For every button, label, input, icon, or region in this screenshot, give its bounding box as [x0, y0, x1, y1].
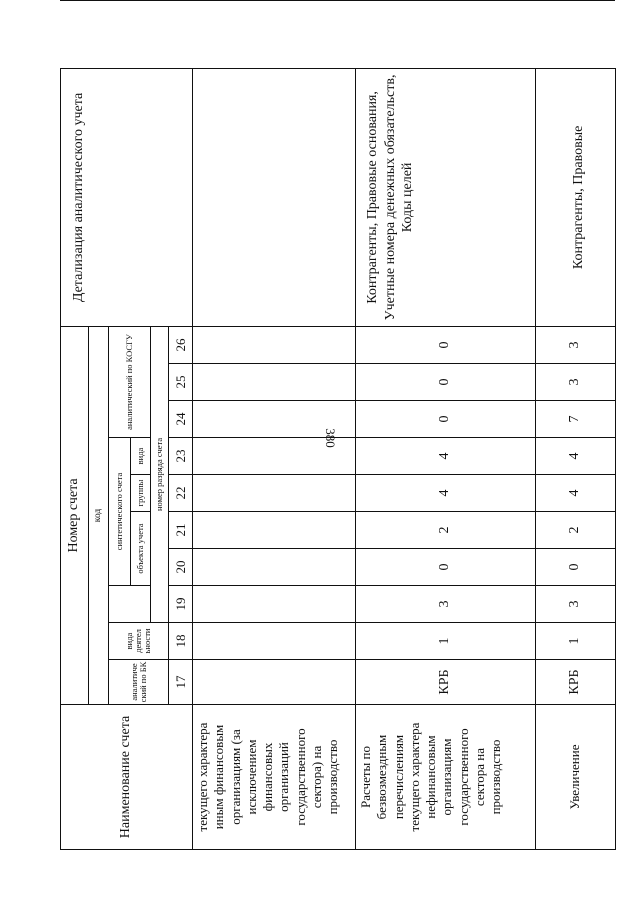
row-value: 4 [356, 475, 536, 512]
row-value [193, 623, 356, 660]
row-value [193, 512, 356, 549]
header-synthetic: синтетического счета [109, 438, 131, 586]
row-value: 0 [536, 549, 616, 586]
row-value: 1 [356, 623, 536, 660]
row-value: 2 [356, 512, 536, 549]
header-type: вида [131, 438, 151, 475]
header-account-name: Наименование счета [61, 705, 193, 850]
row-value: 4 [536, 438, 616, 475]
account-table [60, 68, 616, 850]
row-value [193, 438, 356, 475]
header-detail: Детализация аналитического учета [61, 68, 193, 326]
row-value: 3 [536, 364, 616, 401]
top-rule [60, 0, 615, 1]
column-number: 24 [169, 401, 193, 438]
row-value [193, 660, 356, 705]
row-value: 3 [356, 586, 536, 623]
header-group: группы [131, 475, 151, 512]
column-number: 22 [169, 475, 193, 512]
header-digit-number: номер разряда счета [151, 326, 169, 622]
row-value: 3 [536, 326, 616, 363]
row-value: 0 [356, 326, 536, 363]
header-analytic-bk: аналитиче ский по БК [109, 660, 169, 705]
column-number: 25 [169, 364, 193, 401]
row-value: 0 [356, 401, 536, 438]
row-account-name: текущего характера иным финансовым организациям (за исключением финансовых организаций государственного сектора) на производство [193, 705, 356, 850]
row-account-name: Увеличение [536, 705, 616, 850]
row-value [193, 401, 356, 438]
header-account-number: Номер счета [61, 326, 89, 704]
row-value: 0 [356, 364, 536, 401]
row-value [193, 586, 356, 623]
column-number: 18 [169, 623, 193, 660]
row-value: 0 [356, 549, 536, 586]
row-detail [193, 68, 356, 326]
row-value [193, 549, 356, 586]
page-number: 380 [323, 428, 338, 448]
row-value: 7 [536, 401, 616, 438]
rotated-table-wrapper [60, 70, 615, 850]
row-value [193, 364, 356, 401]
column-number: 26 [169, 326, 193, 363]
column-number: 20 [169, 549, 193, 586]
row-value: 2 [536, 512, 616, 549]
row-value [193, 475, 356, 512]
row-value: 1 [536, 623, 616, 660]
header-object: объекта учета [131, 512, 151, 586]
row-value: 4 [536, 475, 616, 512]
row-detail: Контрагенты, Правовые основания, Учетные номера денежных обязательств, Коды целей [356, 68, 536, 326]
header-blank-19 [109, 586, 151, 623]
column-number: 23 [169, 438, 193, 475]
column-number: 19 [169, 586, 193, 623]
row-value: КРБ [536, 660, 616, 705]
row-detail: Контрагенты, Правовые [536, 68, 616, 326]
row-value: 3 [536, 586, 616, 623]
column-number: 21 [169, 512, 193, 549]
column-number: 17 [169, 660, 193, 705]
row-value: КРБ [356, 660, 536, 705]
row-value: 4 [356, 438, 536, 475]
header-activity: вида деятел ьности [109, 623, 169, 660]
header-code: код [89, 326, 109, 704]
header-analytic-kosgu: аналитический по КОСГУ [109, 326, 151, 437]
document-table-frame [60, 70, 615, 850]
row-value [193, 326, 356, 363]
row-account-name: Расчеты по безвозмездным перечислениям текущего характера нефинансовым организациям государственного сектора на производство [356, 705, 536, 850]
